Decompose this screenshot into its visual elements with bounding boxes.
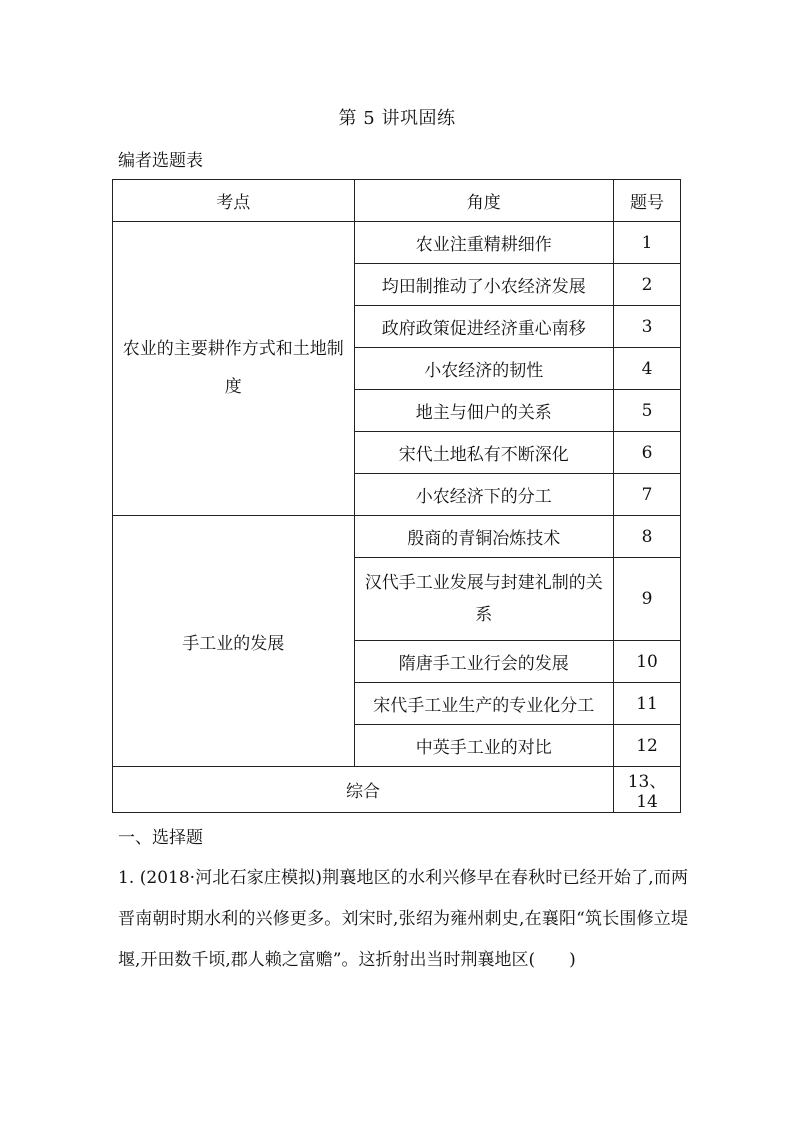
number-cell: 4 xyxy=(614,348,681,390)
table-caption: 编者选题表 xyxy=(118,151,203,171)
topic-cell: 手工业的发展 xyxy=(113,516,355,767)
header-number: 题号 xyxy=(614,180,681,222)
table-row xyxy=(113,222,681,264)
angle-cell: 宋代土地私有不断深化 xyxy=(354,432,614,474)
topic-selection-table xyxy=(112,179,681,813)
angle-cell: 宋代手工业生产的专业化分工 xyxy=(354,683,614,725)
number-cell: 12 xyxy=(614,725,681,767)
number-cell: 6 xyxy=(614,432,681,474)
angle-cell: 农业注重精耕细作 xyxy=(354,222,614,264)
question-1: 1. (2018·河北石家庄模拟)荆襄地区的水利兴修早在春秋时已经开始了,而两晋南朝时期水利的兴修更多。刘宋时,张绍为雍州刺史,在襄阳“筑长围修立堤堰,开田数千顷,郡人赖之富赡”。这折射出当时荆襄地区( ) xyxy=(118,868,688,970)
number-cell: 7 xyxy=(614,474,681,516)
angle-cell: 小农经济下的分工 xyxy=(354,474,614,516)
angle-cell: 中英手工业的对比 xyxy=(354,725,614,767)
angle-cell: 地主与佃户的关系 xyxy=(354,390,614,432)
section-heading: 一、选择题 xyxy=(118,828,203,848)
table-row xyxy=(113,516,681,558)
number-cell: 8 xyxy=(614,516,681,558)
number-cell: 2 xyxy=(614,264,681,306)
number-cell: 10 xyxy=(614,641,681,683)
topic-cell: 农业的主要耕作方式和土地制度 xyxy=(113,222,355,516)
number-cell: 3 xyxy=(614,306,681,348)
header-topic: 考点 xyxy=(113,180,355,222)
angle-cell: 政府政策促进经济重心南移 xyxy=(354,306,614,348)
angle-cell: 汉代手工业发展与封建礼制的关系 xyxy=(354,558,614,641)
table-header-row xyxy=(113,180,681,222)
number-cell: 1 xyxy=(614,222,681,264)
angle-cell: 均田制推动了小农经济发展 xyxy=(354,264,614,306)
angle-cell: 隋唐手工业行会的发展 xyxy=(354,641,614,683)
summary-row xyxy=(113,767,681,813)
summary-label: 综合 xyxy=(113,767,614,813)
header-angle: 角度 xyxy=(354,180,614,222)
summary-number: 13、14 xyxy=(614,767,681,813)
angle-cell: 殷商的青铜冶炼技术 xyxy=(354,516,614,558)
number-cell: 11 xyxy=(614,683,681,725)
number-cell: 9 xyxy=(614,558,681,641)
number-cell: 5 xyxy=(614,390,681,432)
page-title: 第 5 讲巩固练 xyxy=(338,108,456,129)
angle-cell: 小农经济的韧性 xyxy=(354,348,614,390)
